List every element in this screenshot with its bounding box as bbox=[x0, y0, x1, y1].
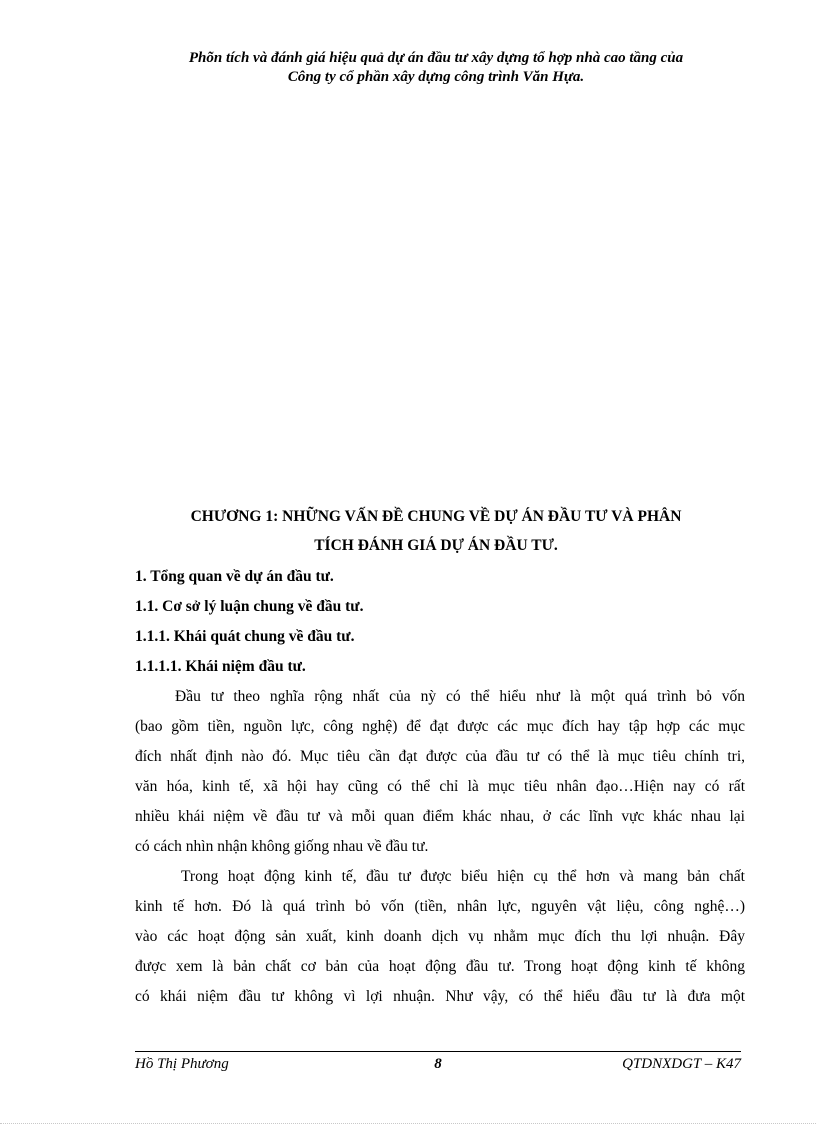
paragraph-line: (bao gồm tiền, nguồn lực, công nghệ) để đạt được các mục đích hay tập hợp các mục bbox=[135, 718, 745, 735]
paragraph-line: vào các hoạt động sản xuất, kinh doanh dịch vụ nhằm mục đích thu lợi nhuận. Đây bbox=[135, 928, 745, 945]
paragraph-1 bbox=[135, 682, 745, 862]
header-line-1: Phõn tích và đánh giá hiệu quả dự án đầu tư xây dựng tổ hợp nhà cao tầng của bbox=[188, 50, 684, 66]
footer-divider bbox=[135, 1051, 741, 1052]
heading-1: 1. Tổng quan về dự án đầu tư. bbox=[135, 568, 334, 585]
paragraph-line: Đầu tư theo nghĩa rộng nhất của nỳ có thể hiểu như là một quá trình bỏ vốn bbox=[175, 688, 745, 705]
heading-1-1-1: 1.1.1. Khái quát chung về đầu tư. bbox=[135, 628, 355, 645]
paragraph-line: đích nhất định nào đó. Mục tiêu cần đạt được của đầu tư có thể là mục tiêu chính tri, bbox=[135, 748, 745, 765]
footer-class-code: QTDNXDGT – K47 bbox=[622, 1056, 741, 1072]
body-text bbox=[135, 562, 745, 1012]
footer-author: Hồ Thị Phương bbox=[135, 1056, 229, 1072]
heading-1-1: 1.1. Cơ sở lý luận chung về đầu tư. bbox=[135, 598, 364, 615]
chapter-title bbox=[100, 502, 772, 560]
paragraph-line: văn hóa, kinh tế, xã hội hay cũng có thể chỉ là mục tiêu nhân đạo…Hiện nay có rất bbox=[135, 778, 745, 795]
chapter-title-line-1: CHƯƠNG 1: NHỮNG VẤN ĐỀ CHUNG VỀ DỰ ÁN ĐẦU TƯ VÀ PHÂN bbox=[190, 508, 682, 525]
header-line-2: Công ty cổ phần xây dựng công trình Văn Hựa. bbox=[287, 69, 585, 85]
paragraph-line: có cách nhìn nhận không giống nhau về đầu tư. bbox=[135, 838, 429, 855]
paragraph-line: kinh tế hơn. Đó là quá trình bỏ vốn (tiền, nhân lực, nguyên vật liệu, công nghệ…) bbox=[135, 898, 745, 915]
paragraph-2 bbox=[135, 862, 745, 1012]
running-footer bbox=[135, 1056, 741, 1076]
paragraph-line: nhiều khái niệm về đầu tư và mỗi quan điểm khác nhau, ở các lĩnh vực khác nhau lại bbox=[135, 808, 745, 825]
page-number: 8 bbox=[434, 1056, 442, 1072]
paragraph-line: được xem là bản chất cơ bản của hoạt động đầu tư. Trong hoạt động kinh tế không bbox=[135, 958, 745, 975]
running-header bbox=[100, 49, 772, 87]
paragraph-line: có khái niệm đầu tư không vì lợi nhuận. Như vậy, có thể hiểu đầu tư là đưa một bbox=[135, 988, 745, 1005]
paragraph-line: Trong hoạt động kinh tế, đầu tư được biểu hiện cụ thể hơn và mang bản chất bbox=[181, 868, 745, 885]
chapter-title-line-2: TÍCH ĐÁNH GIÁ DỰ ÁN ĐẦU TƯ. bbox=[314, 537, 558, 554]
heading-1-1-1-1: 1.1.1.1. Khái niệm đầu tư. bbox=[135, 658, 306, 675]
